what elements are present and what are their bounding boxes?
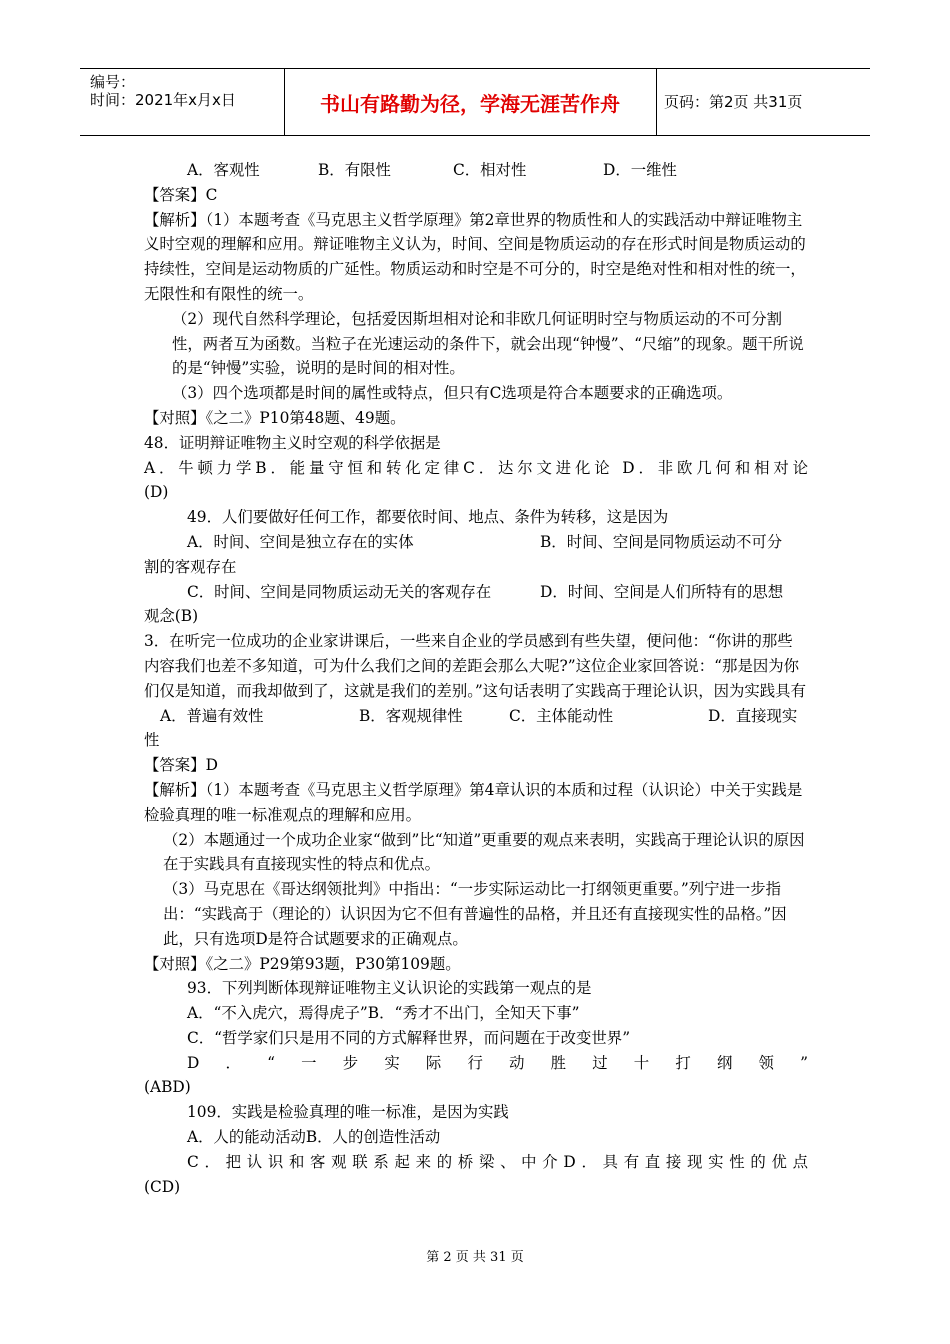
question-3: 3．在听完一位成功的企业家讲课后，一些来自企业的学员感到有些失望，便问他：“你讲的那些内容我们也差不多知道，可为什么我们之间的差距会那么大呢?”这位企业家回答说：“那是因为你们仅是知道，而我却做到了，这就是我们的差别。”这句话表明了实践高于理论认识，因为实践具有 (144, 632, 806, 700)
header-divider-right (656, 68, 657, 136)
option-c: C．相对性 (453, 161, 527, 179)
analysis-3a: 【解析】（1）本题考查《马克思主义哲学原理》第4章认识的本质和过程（认识论）中关于实践是检验真理的唯一标准观点的理解和应用。 (144, 780, 803, 824)
question-49-b-cont: 割的客观存在 (144, 557, 237, 576)
question-93-d: D．“一步实际行动胜过十打纲领” (187, 1053, 808, 1072)
option-c: C．主体能动性 (509, 706, 614, 725)
question-93: 93．下列判断体现辩证唯物主义认识论的实践第一观点的是 (187, 979, 592, 998)
analysis-3c: （3）马克思在《哥达纲领批判》中指出：“一步实际运动比一打纲领更重要。”列宁进一步指出：“实践高于（理论的）认识因为它不但有普遍性的品格，并且还有直接现实性的品格。”因此，只有选项D是符合试题要求的正确观点。 (163, 880, 787, 948)
header-motto: 书山有路勤为径，学海无涯苦作舟 (320, 91, 620, 116)
question-109-ab: A．人的能动活动B．人的创造性活动 (187, 1128, 441, 1147)
page-code: 页码：第2页 共31页 (664, 93, 803, 111)
question-93-c: C．“哲学家们只是用不同的方式解释世界，而问题在于改变世界” (187, 1028, 631, 1047)
options-row-3-cont: 性 (144, 731, 160, 750)
analysis-1c: （3）四个选项都是时间的属性或特点，但只有C选项是符合本题要求的正确选项。 (172, 384, 733, 403)
option-d: D．直接现实 (708, 706, 798, 725)
question-49-d-cont: 观念(B) (144, 607, 199, 626)
question-49-ab (144, 530, 808, 555)
page-header (80, 68, 870, 136)
document-body (144, 158, 808, 1199)
option-d: D．一维性 (603, 161, 677, 179)
option-d: D．时间、空间是人们所特有的思想 (540, 582, 784, 601)
option-a: A．普遍有效性 (160, 706, 264, 725)
analysis-3b: （2）本题通过一个成功企业家“做到”比“知道”更重要的观点来表明，实践高于理论认识的原因在于实践具有直接现实性的特点和优点。 (163, 830, 805, 874)
options-row-3 (144, 704, 808, 729)
options-row-1 (144, 158, 808, 183)
question-93-ab: A．“不入虎穴，焉得虎子”B．“秀才不出门，全知天下事” (187, 1004, 580, 1023)
question-109: 109．实践是检验真理的唯一标准，是因为实践 (187, 1103, 509, 1122)
question-93-answer: (ABD) (144, 1078, 191, 1097)
analysis-1b: （2）现代自然科学理论，包括爱因斯坦相对论和非欧几何证明时空与物质运动的不可分割性，两者互为函数。当粒子在光速运动的条件下，就会出现“钟慢”、“尺缩”的现象。题干所说的是“钟慢”实验，说明的是时间的相对性。 (172, 309, 804, 378)
question-49-cd (144, 580, 808, 605)
compare-1: 【对照】《之二》P10第48题、49题。 (144, 408, 406, 427)
option-a: A．客观性 (187, 161, 260, 179)
question-109-cd: C．把认识和客观联系起来的桥梁、中介D．具有直接现实性的优点 (187, 1152, 808, 1171)
option-b: B．时间、空间是同物质运动不可分 (540, 532, 783, 551)
compare-3: 【对照】《之二》P29第93题，P30第109题。 (144, 954, 461, 973)
date-label: 时间：2021年x月x日 (90, 91, 236, 109)
option-b: B．客观规律性 (359, 706, 463, 725)
question-49: 49．人们要做好任何工作，都要依时间、地点、条件为转移，这是因为 (187, 508, 669, 527)
question-109-answer: (CD) (144, 1177, 181, 1196)
question-48: 48．证明辩证唯物主义时空观的科学依据是 (144, 433, 441, 452)
option-b: B．有限性 (318, 161, 391, 179)
question-48-options: A．牛顿力学B．能量守恒和转化定律C．达尔文进化论 D．非欧几何和相对论 (144, 458, 808, 477)
answer-1: 【答案】C (144, 185, 218, 204)
analysis-1a: 【解析】（1）本题考查《马克思主义哲学原理》第2章世界的物质性和人的实践活动中辩证唯物主义时空观的理解和应用。辩证唯物主义认为，时间、空间是物质运动的存在形式时间是物质运动的持续性，空间是运动物质的广延性。物质运动和时空是不可分的，时空是绝对性和相对性的统一，无限性和有限性的统一。 (144, 210, 806, 303)
number-label: 编号： (90, 73, 136, 91)
answer-3: 【答案】D (144, 756, 218, 775)
option-a: A．时间、空间是独立存在的实体 (187, 532, 414, 551)
question-48-answer: (D) (144, 483, 169, 502)
option-c: C．时间、空间是同物质运动无关的客观存在 (187, 582, 492, 601)
page-footer: 第 2 页 共 31 页 (426, 1250, 524, 1265)
